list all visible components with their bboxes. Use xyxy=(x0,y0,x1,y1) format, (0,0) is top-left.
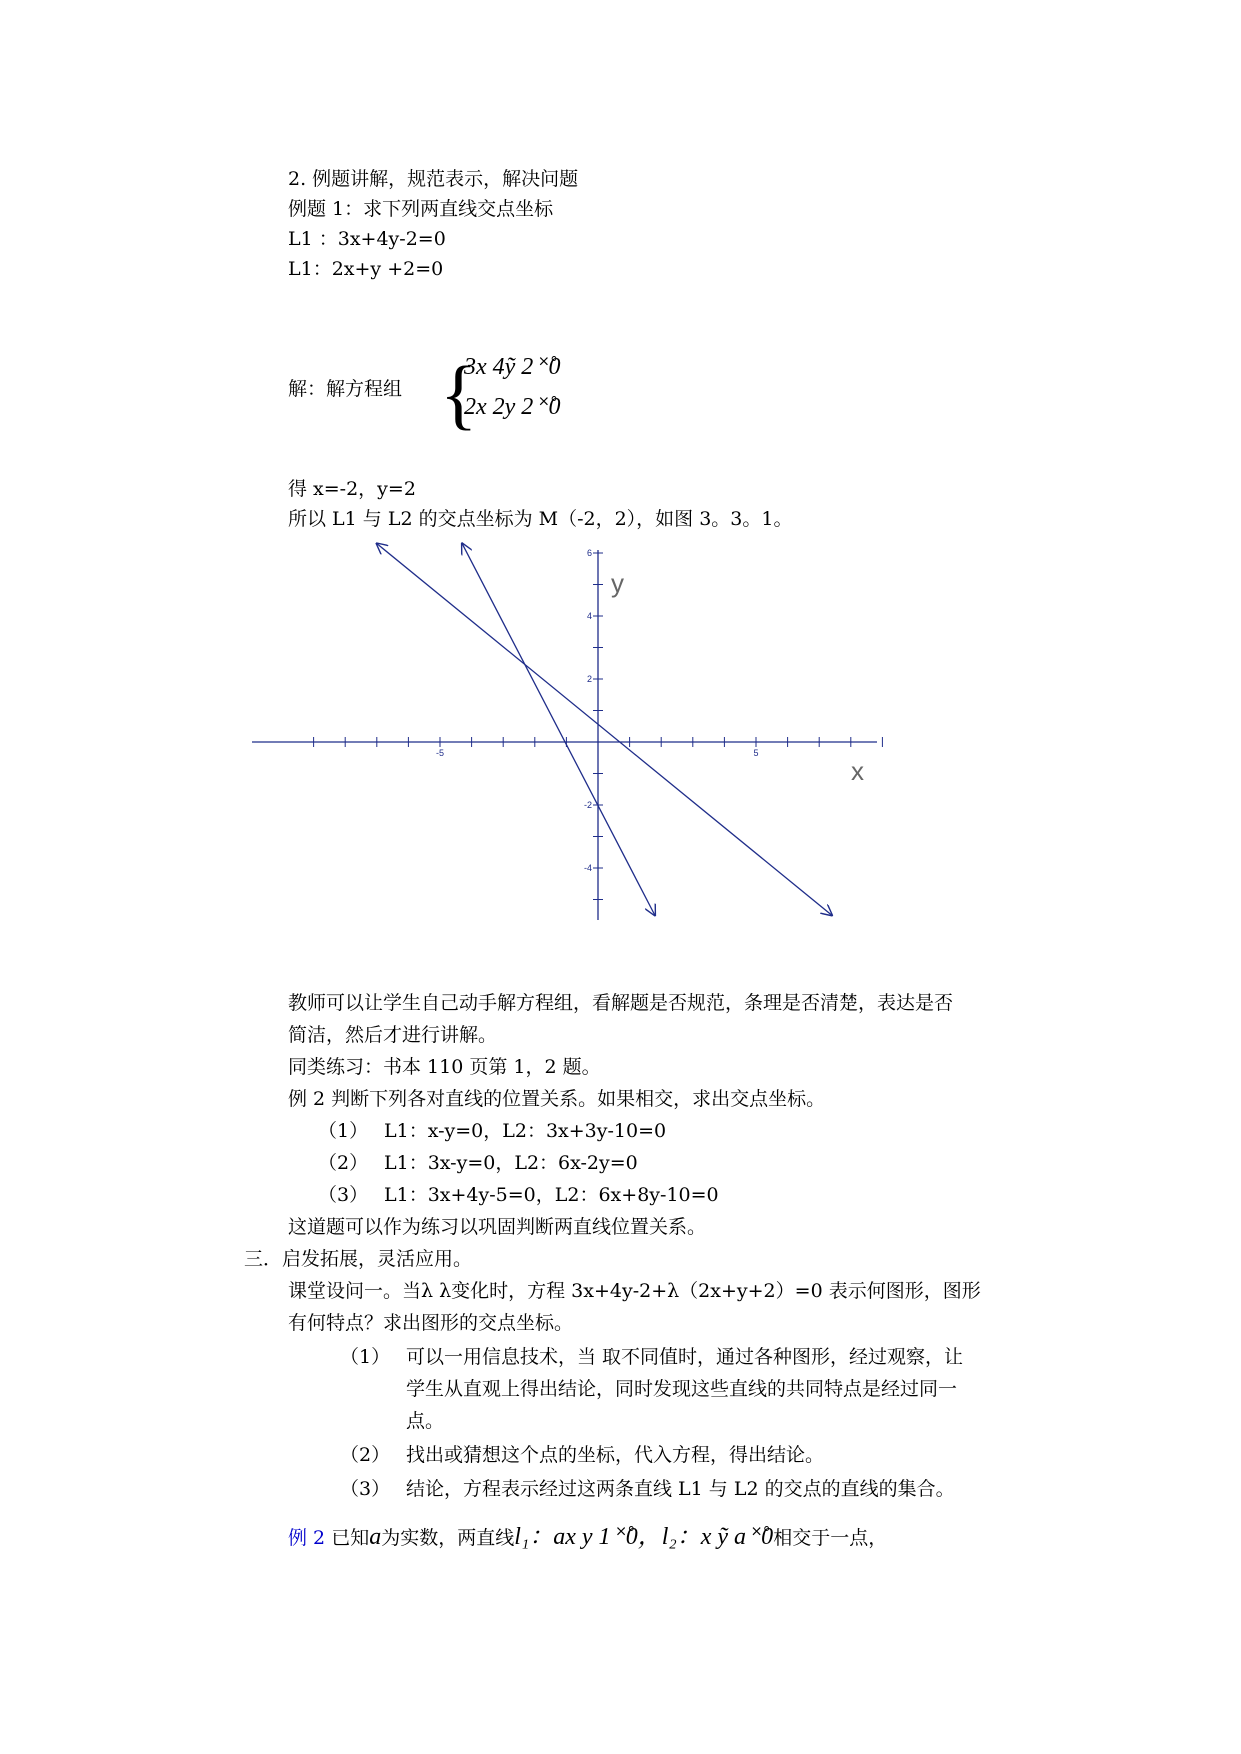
question-line-1: 课堂设问一。当λ λ变化时，方程 3x+4y-2+λ（2x+y+2）=0 表示何图形，图形 xyxy=(288,1280,981,1302)
example-2b xyxy=(288,1524,887,1551)
example-2-q1: L1：x-y=0，L2：3x+3y-10=0 xyxy=(384,1120,667,1142)
example-2-note: 这道题可以作为练习以巩固判断两直线位置关系。 xyxy=(288,1216,707,1238)
point-1-line-a: 可以一用信息技术，当 取不同值时，通过各种图形，经过观察，让 xyxy=(406,1346,964,1368)
question-line-2: 有何特点？求出图形的交点坐标。 xyxy=(288,1312,574,1334)
example-2b-text-3: 相交于一点， xyxy=(773,1527,888,1549)
example-2-q2: L1：3x-y=0，L2：6x-2y=0 xyxy=(384,1152,638,1174)
example-2-q3-number: （3） xyxy=(318,1184,369,1206)
series-line-2 xyxy=(462,544,655,916)
example-2-q3: L1：3x+4y-5=0，L2：6x+8y-10=0 xyxy=(384,1184,719,1206)
section-3-title: 三．启发拓展，灵活应用。 xyxy=(244,1248,473,1270)
section-2-title: 2. 例题讲解，规范表示，解决问题 xyxy=(288,168,579,190)
system-equation-1: 3x 4ỹ 2 ˟̊0 xyxy=(464,354,561,380)
example-1-title: 例题 1：求下列两直线交点坐标 xyxy=(288,198,554,220)
example-2b-var-a: a xyxy=(369,1524,382,1550)
y-tick-label: 6 xyxy=(586,548,592,558)
system-brace: { xyxy=(440,350,478,437)
point-2: 找出或猜想这个点的坐标，代入方程，得出结论。 xyxy=(406,1444,825,1466)
point-1-line-c: 点。 xyxy=(406,1410,445,1432)
y-tick-label: 4 xyxy=(586,611,592,621)
point-3-number: （3） xyxy=(340,1478,391,1500)
point-1-number: （1） xyxy=(340,1346,391,1368)
y-tick-label: -2 xyxy=(583,800,592,810)
conclusion-line: 所以 L1 与 L2 的交点坐标为 M（-2，2），如图 3。3。1。 xyxy=(288,508,793,530)
y-axis-label: y xyxy=(611,568,624,598)
practice-line: 同类练习：书本 110 页第 1，2 题。 xyxy=(288,1056,601,1078)
point-2-number: （2） xyxy=(340,1444,391,1466)
system-equation-2: 2x 2y 2 ˟̊0 xyxy=(464,394,561,420)
solve-label: 解：解方程组 xyxy=(288,378,403,400)
teacher-note-line-2: 简洁，然后才进行讲解。 xyxy=(288,1024,498,1046)
example-2-q1-number: （1） xyxy=(318,1120,369,1142)
result-line: 得 x=-2，y=2 xyxy=(288,478,416,500)
x-tick-label: 5 xyxy=(753,748,759,758)
example-2b-text-1: 已知 xyxy=(331,1527,370,1549)
series-line-1 xyxy=(377,544,832,916)
x-tick-label: -5 xyxy=(435,748,445,758)
x-axis-label: x xyxy=(851,756,864,786)
point-1-line-b: 学生从直观上得出结论，同时发现这些直线的共同特点是经过同一 xyxy=(406,1378,958,1400)
example-1-line-1: L1 ：3x+4y-2=0 xyxy=(288,228,446,250)
point-3: 结论，方程表示经过这两条直线 L1 与 L2 的交点的直线的集合。 xyxy=(406,1478,955,1500)
teacher-note-line-1: 教师可以让学生自己动手解方程组，看解题是否规范，条理是否清楚，表达是否 xyxy=(288,992,954,1014)
example-2b-label: 例 2 xyxy=(288,1527,326,1549)
example-2b-text-2: 为实数，两直线 xyxy=(381,1527,515,1549)
example-1-line-2: L1：2x+y +2=0 xyxy=(288,258,444,280)
y-tick-label: 2 xyxy=(586,674,592,684)
example-2b-lines: l₁：ax y 1 ˟̊0，l₂：x ỹ a ˟̊0 xyxy=(514,1524,774,1550)
example-2-q2-number: （2） xyxy=(318,1152,369,1174)
example-2-title: 例 2 判断下列各对直线的位置关系。如果相交，求出交点坐标。 xyxy=(288,1088,826,1110)
y-tick-label: -4 xyxy=(583,863,592,873)
